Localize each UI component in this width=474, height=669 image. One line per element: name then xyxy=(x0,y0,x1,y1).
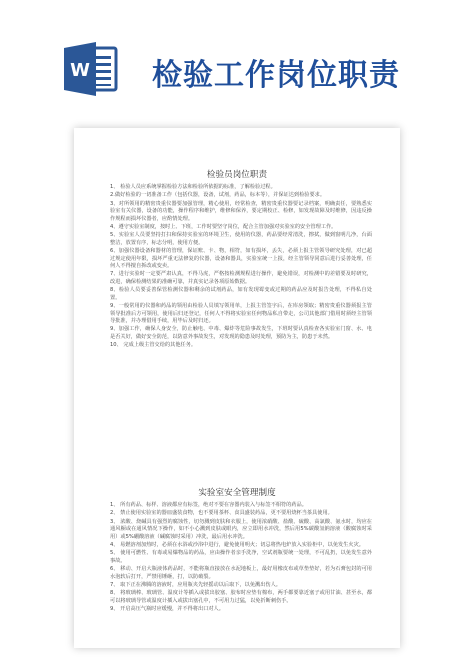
list-item: 5、实验室人员要坚持打扫和保持实验室的环境卫生，使用的仪器，药品要经常清洗，擦拭，做到窗明几净，台面整洁，放置有序，标志分明，使用方便。 xyxy=(110,232,372,246)
list-item: 4、遵守实验室制度，按时上、下班，工作时要坚守岗位，配合主管加强对实验室的安全管理工作。 xyxy=(110,224,337,231)
page-title: 检验工作岗位职责 xyxy=(152,58,400,93)
word-icon xyxy=(62,40,120,98)
lab-safety-list xyxy=(110,502,372,615)
document-page xyxy=(74,128,400,648)
list-item: 1、 检验人员应系统掌握检验方法和检验所依据的标准，了解检验过程。 xyxy=(110,184,276,190)
list-item: 9、加强工作，确保人身安全，防止触电、中毒、爆炸等危险事故发生，下班时要认真检查各实验室门窗、水、电是否关好，做好安全防范，以防意外事故发生，对发现的隐患及时处理，预防为主，防患于未然。 xyxy=(110,326,372,340)
section-title-lab-safety: 实验室安全管理制度 xyxy=(198,488,276,498)
list-item: 2、 禁止使用实验室的器皿盛装食物，也不要用茶杯、食具盛装药品，更不要用烧杯当茶具使用。 xyxy=(110,510,333,517)
inspector-duties-list xyxy=(110,184,372,351)
svg-text:W: W xyxy=(70,60,90,81)
list-item: 6、加强仪器设备和器材的管理，保证账、卡、物，相符，如有损坏，丢失，必须上报主管领导研究处理，对已超过规定使用年限，损坏严重无法修复的仪器，设备和器具，实验室统一上报，经主管领导同意后进行妥善处理，任何人不得擅自拆改或变卖。 xyxy=(110,248,372,270)
list-item: 9、一般常用的仪器和药品的领用由检验人员填写领用单，上报主管签字后，在库房领取；精密贵重仪器须报主管领导批准后方可领用，使用后归还登记，任何人不得将实验室任何物品私自带走，公司其他部门借用时须经主管领导批准，并办理借用手续，用毕后及时归还。 xyxy=(110,303,372,324)
list-item: 1、 所有药品、标样、溶液都应有标签，绝对不要在容器内装入与标签不相符的药品。 xyxy=(110,502,307,508)
list-item: 9、 开启高压气瓶时应缓慢，并不得将出口对人。 xyxy=(110,606,224,613)
list-item: 10、 完成上级主管交给的其他任务。 xyxy=(110,342,197,349)
list-item: 3、 浓酸、烧碱具有强烈的腐蚀性，切勿溅到皮肤和衣服上，使用浓硝酸、盐酸、硫酸、高氯酸、氨水时，均应在通风橱或在通风情况下操作，如不小心溅到皮肤或眼内，应立即用水冲洗，然后用5%碳酸氢钠溶液（酸腐蚀时采用）或5%硼酸溶液（碱腐蚀时采用）冲洗，最后用水冲洗。 xyxy=(110,518,372,540)
list-item: 7、 取下正在沸腾的溶液时，应用瓶夹先轻摇动以后取下，以免溅出伤人。 xyxy=(110,582,281,589)
section-title-inspector-duties: 检验员岗位职责 xyxy=(206,170,268,180)
list-item: 2.做好检验的一切准备工作（包括仪器，设备，试剂，药品，标本等），并保证达到检验要求。 xyxy=(110,192,326,199)
list-item: 3、对所领用的精密贵重仪器要加强管理，精心使用，经常检查，精密贵重仪器要记录档案，明确责任，要熟悉实验室有关仪器，设备的功能，操作程序和维护，维修和保养，要定期校正、检修，如发现故障及时维修，因违反操作规程而损坏仪器者，应酌情处理。 xyxy=(110,200,372,222)
list-item: 8、 将玻璃棒、玻璃管、温度计等插入或拔出胶塞、胶布时应垫有棉布，两手都要靠近塞子或用甘油、甚至水，都可以将玻璃导管或温度计插入或拔出塞孔中，不可用力过猛，以免折断刺伤手。 xyxy=(110,590,372,604)
list-item: 5、 使用可燃性、有毒或易爆物品的药品，应由操作者亲手洗净，空试剂瓶要统一处理，不可乱扔，以免发生意外事故。 xyxy=(110,550,372,564)
list-item: 6、 移动、开启大瓶液体药品时，不能将瓶直接放在水泥地板上，最好用橡皮布或草垫垫好，若为石膏包封的可用水泡软后打开，严禁用锤砸，打，以防破裂。 xyxy=(110,566,372,580)
list-item: 7、进行实验时一定要严肃认真，不得马虎，严格按检测规程进行操作，避免错误，对检测中的差错要及时研究，改进，确保检测结果的准确可靠，并真实记录各项原始数据。 xyxy=(110,271,372,285)
list-item: 8、检验人员要妥善保管检测仪器和剩余的试剂药品，如有发现霉变或过期的药品应及时报告处理，不得私自处置。 xyxy=(110,287,372,301)
page-header xyxy=(0,0,474,118)
list-item: 4、 易燃溶剂加热时，必须在水浴或沙浴中进行，避免使用明火；切忌将热电炉放入实验柜中，以免发生火灾。 xyxy=(110,542,364,549)
